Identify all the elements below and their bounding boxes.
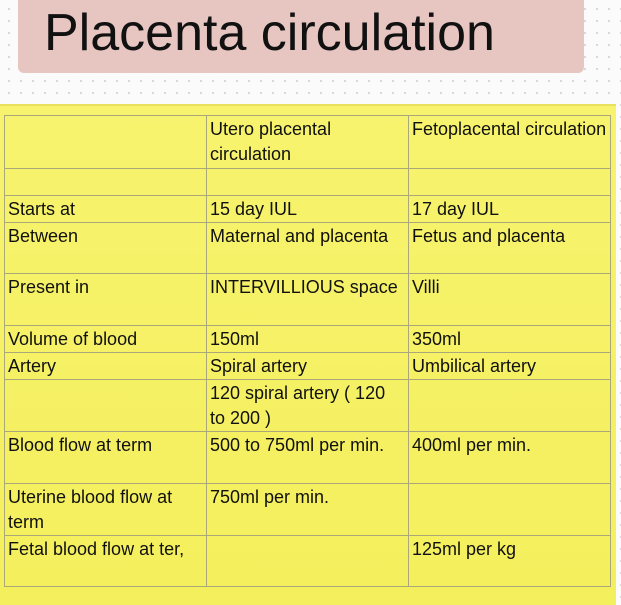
table-row <box>5 274 611 326</box>
table-cell <box>207 169 409 196</box>
table-cell: 350ml <box>409 326 611 353</box>
table-cell: Villi <box>409 274 611 326</box>
header-cell: Utero placental circulation <box>207 116 409 169</box>
table-row <box>5 536 611 587</box>
table-row <box>5 484 611 536</box>
table-cell: Blood flow at term <box>5 432 207 484</box>
table-cell: 750ml per min. <box>207 484 409 536</box>
header-cell: Fetoplacental circulation <box>409 116 611 169</box>
table-cell: Spiral artery <box>207 353 409 380</box>
table-row <box>5 432 611 484</box>
header-cell <box>5 116 207 169</box>
table-cell: Between <box>5 223 207 274</box>
table-row <box>5 353 611 380</box>
table-cell: INTERVILLIOUS space <box>207 274 409 326</box>
table-cell: 15 day IUL <box>207 196 409 223</box>
table-cell: Volume of blood <box>5 326 207 353</box>
table-cell: Maternal and placenta <box>207 223 409 274</box>
table-row <box>5 169 611 196</box>
table-cell: Umbilical artery <box>409 353 611 380</box>
title-banner <box>18 0 584 73</box>
table-cell: 120 spiral artery ( 120 to 200 ) <box>207 380 409 432</box>
table-cell: Fetus and placenta <box>409 223 611 274</box>
table-row <box>5 326 611 353</box>
comparison-table <box>4 115 611 587</box>
table-row <box>5 380 611 432</box>
table-cell <box>409 169 611 196</box>
table-cell: 17 day IUL <box>409 196 611 223</box>
table-cell <box>5 169 207 196</box>
table-cell: 125ml per kg <box>409 536 611 587</box>
table-cell: Uterine blood flow at term <box>5 484 207 536</box>
table-cell <box>409 380 611 432</box>
table-cell <box>5 380 207 432</box>
table-row <box>5 223 611 274</box>
table-cell: 500 to 750ml per min. <box>207 432 409 484</box>
table-cell: Fetal blood flow at ter, <box>5 536 207 587</box>
comparison-card <box>0 104 616 605</box>
table-row <box>5 196 611 223</box>
table-cell: Present in <box>5 274 207 326</box>
table-cell: Starts at <box>5 196 207 223</box>
table-cell: 150ml <box>207 326 409 353</box>
page-title: Placenta circulation <box>44 4 495 62</box>
table-cell <box>409 484 611 536</box>
table-cell <box>207 536 409 587</box>
table-header-row <box>5 116 611 169</box>
table-cell: Artery <box>5 353 207 380</box>
table-cell: 400ml per min. <box>409 432 611 484</box>
